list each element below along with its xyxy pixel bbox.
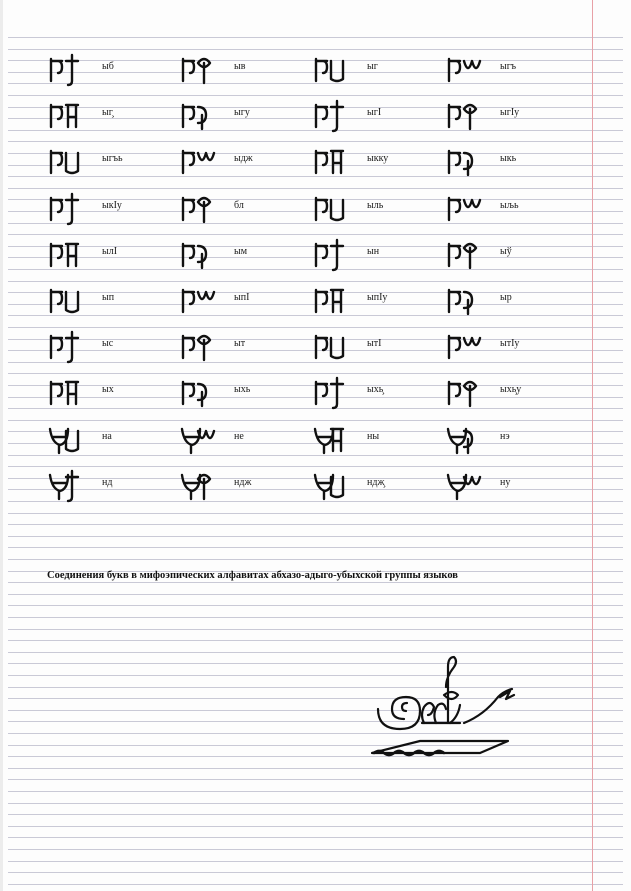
script-glyph bbox=[48, 97, 88, 133]
transliteration-label: бл bbox=[234, 199, 244, 211]
ruled-line bbox=[8, 536, 623, 537]
transliteration-label: ыс bbox=[102, 338, 114, 350]
transliteration-label: ыт bbox=[234, 338, 246, 350]
ruled-line bbox=[8, 733, 623, 734]
script-glyph bbox=[48, 51, 88, 87]
letter-cell bbox=[48, 328, 178, 364]
letter-cell bbox=[48, 236, 178, 272]
transliteration-label: ыкку bbox=[367, 153, 389, 165]
script-glyph bbox=[313, 190, 353, 226]
transliteration-label: нд bbox=[102, 476, 113, 488]
ruled-line bbox=[8, 37, 623, 38]
letter-cell bbox=[180, 374, 310, 410]
ruled-line bbox=[8, 872, 623, 873]
ruled-line bbox=[8, 710, 623, 711]
ruled-line bbox=[8, 849, 623, 850]
ruled-line bbox=[8, 826, 623, 827]
transliteration-label: ыпI bbox=[234, 292, 250, 303]
transliteration-label: ндж bbox=[234, 476, 252, 488]
script-glyph bbox=[48, 236, 88, 272]
ruled-line bbox=[8, 803, 623, 804]
transliteration-label: ыв bbox=[234, 61, 246, 72]
transliteration-label: ыгъь bbox=[102, 153, 123, 165]
script-glyph bbox=[446, 190, 486, 226]
transliteration-label: ып bbox=[102, 292, 115, 303]
ruled-line bbox=[8, 513, 623, 514]
letter-cell bbox=[313, 51, 443, 87]
ruled-line bbox=[8, 629, 623, 630]
script-glyph bbox=[446, 51, 486, 87]
transliteration-label: ых bbox=[102, 384, 114, 396]
letter-cell bbox=[180, 328, 310, 364]
transliteration-label: ыгI bbox=[367, 107, 382, 119]
transliteration-label: ыхь bbox=[234, 384, 251, 396]
transliteration-label: ытI bbox=[367, 338, 382, 350]
ruled-line bbox=[8, 884, 623, 885]
transliteration-label: ыг bbox=[367, 61, 378, 72]
script-glyph bbox=[446, 143, 486, 179]
letter-cell bbox=[446, 328, 576, 364]
letter-cell bbox=[313, 143, 443, 179]
script-glyph bbox=[48, 328, 88, 364]
transliteration-label: ытIу bbox=[500, 338, 520, 350]
transliteration-label: ыль bbox=[367, 199, 384, 211]
script-glyph bbox=[446, 97, 486, 133]
letter-cell bbox=[446, 97, 576, 133]
script-glyph bbox=[313, 467, 353, 503]
script-glyph bbox=[180, 328, 220, 364]
letter-cell bbox=[48, 421, 178, 457]
script-glyph bbox=[180, 143, 220, 179]
transliteration-label: ндж̧ bbox=[367, 476, 385, 488]
script-glyph bbox=[313, 282, 353, 318]
script-glyph bbox=[313, 328, 353, 364]
script-glyph bbox=[180, 467, 220, 503]
transliteration-label: ну bbox=[500, 476, 511, 488]
script-glyph bbox=[180, 97, 220, 133]
letter-cell bbox=[313, 467, 443, 503]
script-glyph bbox=[48, 190, 88, 226]
letter-cell bbox=[180, 236, 310, 272]
ruled-line bbox=[8, 745, 623, 746]
transliteration-label: ыљь bbox=[500, 199, 519, 211]
script-glyph bbox=[180, 374, 220, 410]
script-glyph bbox=[48, 282, 88, 318]
ruled-line bbox=[8, 791, 623, 792]
letter-cell bbox=[180, 421, 310, 457]
transliteration-label: не bbox=[234, 430, 244, 442]
transliteration-label: нэ bbox=[500, 430, 510, 442]
ruled-line bbox=[8, 663, 623, 664]
letter-cell bbox=[446, 421, 576, 457]
script-glyph bbox=[48, 467, 88, 503]
snail-signature-drawing bbox=[360, 645, 530, 760]
transliteration-label: ыдж bbox=[234, 153, 253, 165]
script-glyph bbox=[313, 51, 353, 87]
ruled-line bbox=[8, 617, 623, 618]
transliteration-label: ыхь̧у bbox=[500, 384, 522, 396]
letter-cell bbox=[446, 282, 576, 318]
script-glyph bbox=[180, 282, 220, 318]
transliteration-label: ыкь bbox=[500, 153, 517, 165]
ruled-line bbox=[8, 837, 623, 838]
transliteration-label: ыгIу bbox=[500, 107, 520, 119]
ruled-line bbox=[8, 768, 623, 769]
letter-cell bbox=[48, 282, 178, 318]
transliteration-label: ыгу bbox=[234, 107, 250, 119]
script-glyph bbox=[313, 97, 353, 133]
ruled-line bbox=[8, 756, 623, 757]
letter-cell bbox=[48, 467, 178, 503]
script-glyph bbox=[313, 374, 353, 410]
ruled-line bbox=[8, 559, 623, 560]
letter-cell bbox=[180, 51, 310, 87]
letter-cell bbox=[313, 328, 443, 364]
letter-cell bbox=[48, 143, 178, 179]
letter-cell bbox=[180, 190, 310, 226]
ruled-line bbox=[8, 582, 623, 583]
script-glyph bbox=[446, 467, 486, 503]
page-edge bbox=[0, 0, 3, 891]
transliteration-label: ыб bbox=[102, 61, 114, 72]
ruled-line bbox=[8, 49, 623, 50]
letter-cell bbox=[446, 143, 576, 179]
letter-cell bbox=[313, 421, 443, 457]
ruled-line bbox=[8, 141, 623, 142]
script-glyph bbox=[313, 143, 353, 179]
ruled-line bbox=[8, 524, 623, 525]
script-glyph bbox=[446, 421, 486, 457]
transliteration-label: ым bbox=[234, 245, 248, 257]
letter-cell bbox=[180, 467, 310, 503]
script-glyph bbox=[180, 236, 220, 272]
letter-cell bbox=[313, 190, 443, 226]
margin-line bbox=[592, 0, 593, 891]
ruled-line bbox=[8, 675, 623, 676]
letter-cell bbox=[446, 467, 576, 503]
transliteration-label: ын bbox=[367, 245, 380, 257]
script-glyph bbox=[48, 421, 88, 457]
letter-cell bbox=[48, 97, 178, 133]
transliteration-label: ыр bbox=[500, 292, 512, 303]
letter-cell bbox=[313, 282, 443, 318]
script-glyph bbox=[313, 236, 353, 272]
script-glyph bbox=[446, 282, 486, 318]
transliteration-label: ылI bbox=[102, 245, 118, 257]
page-caption: Соединения букв в мифоэпических алфавитах абхазо-адыго-убыхской группы языков bbox=[47, 570, 458, 581]
ruled-line bbox=[8, 652, 623, 653]
letter-cell bbox=[48, 374, 178, 410]
transliteration-label: ыкIу bbox=[102, 199, 122, 211]
letter-cell bbox=[446, 236, 576, 272]
letter-cell bbox=[313, 97, 443, 133]
transliteration-label: ыг̧ bbox=[102, 107, 113, 119]
letter-cell bbox=[48, 51, 178, 87]
script-glyph bbox=[48, 143, 88, 179]
letter-cell bbox=[180, 143, 310, 179]
ruled-line bbox=[8, 594, 623, 595]
transliteration-label: ыпIу bbox=[367, 292, 388, 303]
letter-cell bbox=[446, 374, 576, 410]
ruled-line bbox=[8, 547, 623, 548]
script-glyph bbox=[446, 374, 486, 410]
ruled-line bbox=[8, 861, 623, 862]
script-glyph bbox=[180, 51, 220, 87]
ruled-line bbox=[8, 687, 623, 688]
ruled-line bbox=[8, 814, 623, 815]
script-glyph bbox=[313, 421, 353, 457]
transliteration-label: ыгъ bbox=[500, 61, 516, 72]
script-glyph bbox=[446, 236, 486, 272]
ruled-line bbox=[8, 779, 623, 780]
ruled-line bbox=[8, 95, 623, 96]
transliteration-label: ыхь̧ bbox=[367, 384, 384, 396]
script-glyph bbox=[446, 328, 486, 364]
ruled-line bbox=[8, 640, 623, 641]
script-glyph bbox=[48, 374, 88, 410]
letter-cell bbox=[180, 282, 310, 318]
transliteration-label: ыў bbox=[500, 245, 512, 257]
letter-cell bbox=[313, 374, 443, 410]
script-glyph bbox=[180, 421, 220, 457]
letter-cell bbox=[48, 190, 178, 226]
transliteration-label: на bbox=[102, 430, 112, 442]
script-glyph bbox=[180, 190, 220, 226]
transliteration-label: ны bbox=[367, 430, 380, 442]
letter-cell bbox=[313, 236, 443, 272]
letter-cell bbox=[180, 97, 310, 133]
letter-cell bbox=[446, 51, 576, 87]
letter-cell bbox=[446, 190, 576, 226]
ruled-line bbox=[8, 605, 623, 606]
ruled-line bbox=[8, 721, 623, 722]
ruled-line bbox=[8, 698, 623, 699]
